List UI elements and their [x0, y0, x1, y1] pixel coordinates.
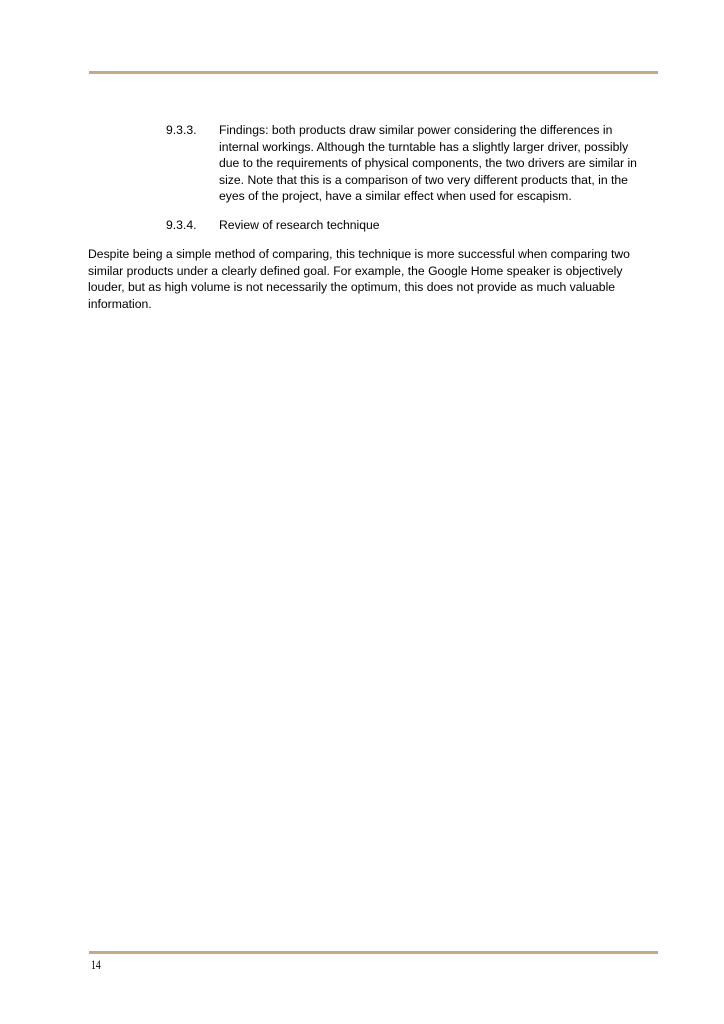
section-number: 9.3.3.: [166, 123, 197, 137]
section-heading: Review of research technique: [219, 218, 380, 232]
section-number: 9.3.4.: [166, 218, 197, 232]
body-paragraph: Despite being a simple method of comparing, this technique is more successful when comparing two similar products under a clearly defined goal. For example, the Google Home speaker is objectively louder, but as high volume is not necessarily the optimum, this does not provide as much valuable information.: [88, 247, 630, 311]
footer-rule: [89, 951, 658, 954]
section-9-3-4: [166, 217, 646, 235]
section-text: Findings: both products draw similar power considering the differences in internal workings. Although the turntable has a slightly larger driver, possibly due to the requirements of physical components, the two drivers are similar in size. Note that this is a comparison of two very different products that, in the eyes of the project, have a similar effect when used for escapism.: [219, 123, 637, 204]
page-number: 14: [91, 957, 101, 972]
section-9-3-3: [166, 122, 646, 206]
header-rule: [89, 71, 658, 74]
